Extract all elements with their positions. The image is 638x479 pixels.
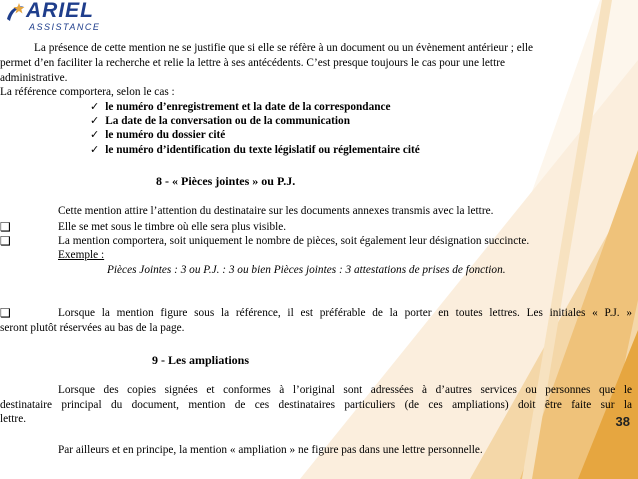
- example-text: Pièces Jointes : 3 ou P.J. : 3 ou bien Pièces jointes : 3 attestations de prises de fonction.: [107, 264, 506, 276]
- intro-line-4: La référence comportera, selon le cas :: [0, 86, 175, 98]
- section-9-para-line-2: destinataire principal du document, mention de ces destinataires particuliers (de ces ampliations) doit être faite sur la: [0, 399, 632, 411]
- example-label: Exemple :: [58, 249, 105, 261]
- reference-item: ✓ le numéro du dossier cité: [90, 128, 226, 141]
- bullet-text: Lorsque la mention figure sous la référence, il est préférable de la porter en toutes lettres. Les initiales « P.J. »: [58, 307, 632, 319]
- reference-item: ✓ le numéro d’identification du texte législatif ou réglementaire cité: [90, 143, 420, 156]
- reference-item: ✓ le numéro d’enregistrement et la date de la correspondance: [90, 100, 391, 113]
- section-9-para-line-1: Lorsque des copies signées et conformes à l’original sont adressées à d’autres services ou personnes que le: [58, 384, 632, 396]
- bullet-item: [0, 221, 11, 234]
- star-swirl-icon: [4, 2, 26, 24]
- logo-subtitle: ASSISTANCE: [29, 22, 101, 32]
- bullet-text-continued: seront plutôt réservées au bas de la page.: [0, 322, 185, 334]
- page-number: 38: [615, 414, 630, 429]
- section-8-heading: 8 - « Pièces jointes » ou P.J.: [156, 174, 296, 188]
- check-icon: ✓: [90, 128, 100, 141]
- section-9-para-2: Par ailleurs et en principe, la mention « ampliation » ne figure pas dans une lettre personnelle.: [58, 444, 483, 456]
- bullet-item: [0, 307, 11, 320]
- bullet-item: [0, 235, 11, 248]
- check-icon: ✓: [90, 143, 100, 156]
- logo-name: ARIEL: [26, 0, 94, 22]
- bullet-text: La mention comportera, soit uniquement le nombre de pièces, soit également leur désignation succincte.: [58, 235, 530, 247]
- intro-line-1: La présence de cette mention ne se justifie que si elle se réfère à un document ou un évènement antérieur ; elle: [34, 42, 534, 54]
- checkbox-bullet-icon: ❑: [0, 220, 11, 234]
- checkbox-bullet-icon: ❑: [0, 306, 11, 320]
- check-icon: ✓: [90, 100, 100, 113]
- bullet-text: Elle se met sous le timbre où elle sera plus visible.: [58, 221, 287, 233]
- check-icon: ✓: [90, 114, 100, 127]
- reference-item: ✓ La date de la conversation ou de la communication: [90, 114, 350, 127]
- intro-line-2: permet d’en faciliter la recherche et relie la lettre à ses antécédents. C’est presque toujours le cas pour une lettre: [0, 57, 505, 69]
- section-9-para-line-3: lettre.: [0, 413, 27, 425]
- section-9-heading: 9 - Les ampliations: [152, 353, 250, 367]
- checkbox-bullet-icon: ❑: [0, 234, 11, 248]
- company-logo: [2, 0, 102, 38]
- section-8-intro: Cette mention attire l’attention du destinataire sur les documents annexes transmis avec la lettre.: [58, 205, 494, 217]
- intro-line-3: administrative.: [0, 72, 68, 84]
